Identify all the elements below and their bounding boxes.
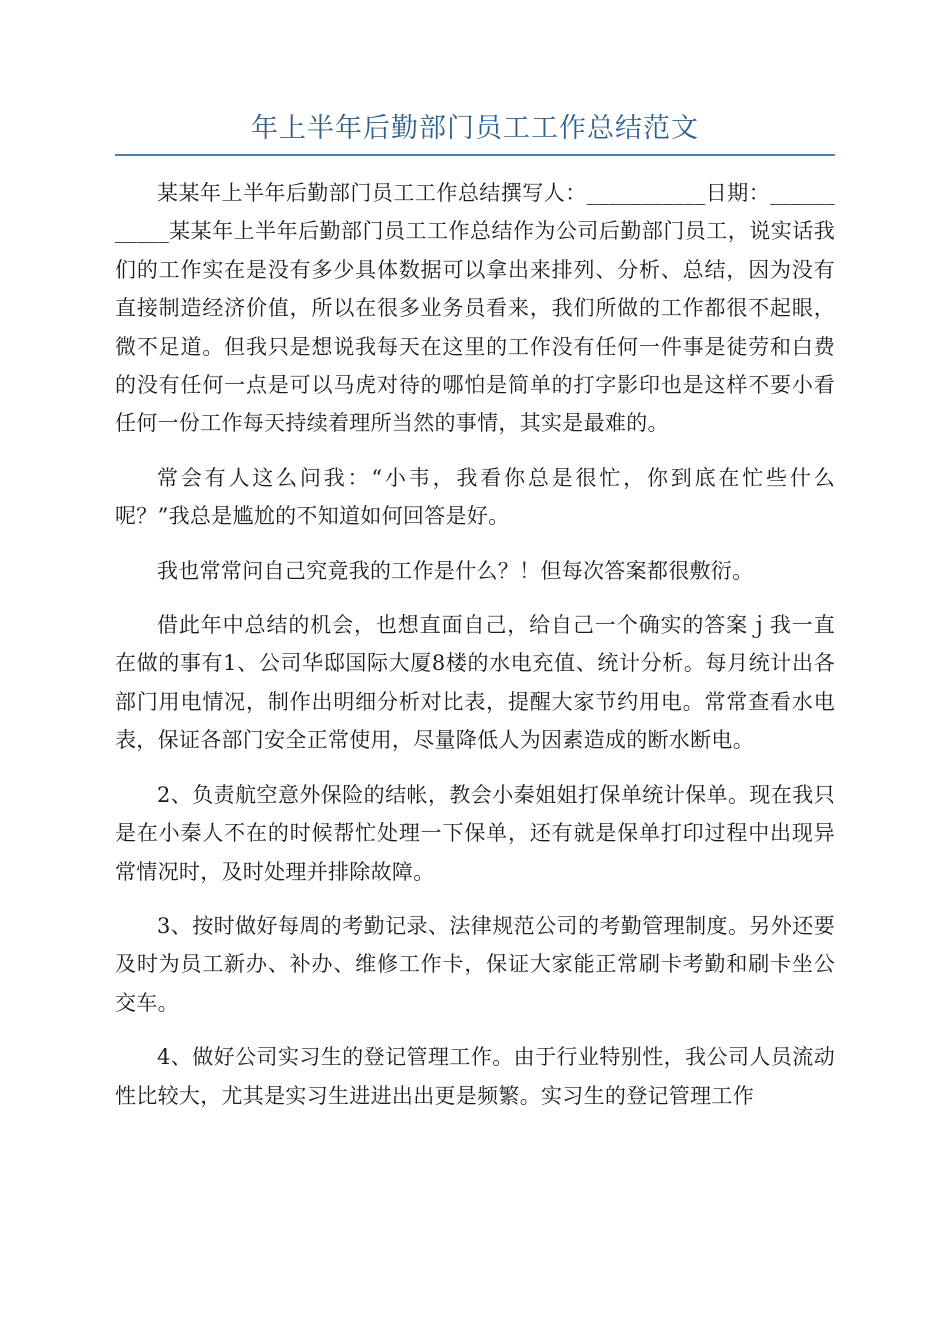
title-underline bbox=[115, 154, 835, 156]
paragraph-item-1: 借此年中总结的机会，也想直面自己，给自己一个确实的答案ｊ我一直在做的事有1、公司华邸国际大厦8楼的水电充值、统计分析。每月统计出各部门用电情况，制作出明细分析对比表，提醒大家节约用电。常常查看水电表，保证各部门安全正常使用，尽量降低人为因素造成的断水断电。 bbox=[115, 613, 835, 753]
document-body bbox=[115, 174, 835, 1131]
document-title: 年上半年后勤部门员工工作总结范文 bbox=[251, 113, 699, 144]
paragraph-self-question: 我也常常问自己究竟我的工作是什么？！但每次答案都很敷衍。 bbox=[157, 558, 754, 583]
paragraph-item-4: 4、做好公司实习生的登记管理工作。由于行业特别性，我公司人员流动性比较大，尤其是实习生进进出出更是频繁。实习生的登记管理工作 bbox=[115, 1045, 835, 1108]
paragraph-item-3: 3、按时做好每周的考勤记录、法律规范公司的考勤管理制度。另外还要及时为员工新办、补办、维修工作卡，保证大家能正常刷卡考勤和刷卡坐公交车。 bbox=[115, 913, 835, 1015]
paragraph-question: 常会有人这么问我：“小韦，我看你总是很忙，你到底在忙些什么呢？”我总是尴尬的不知道如何回答是好。 bbox=[115, 465, 835, 529]
paragraph-item-2: 2、负责航空意外保险的结帐，教会小秦姐姐打保单统计保单。现在我只是在小秦人不在的时候帮忙处理一下保单，还有就是保单打印过程中出现异常情况时，及时处理并排除故障。 bbox=[115, 782, 835, 884]
paragraph-intro: 某某年上半年后勤部门员工工作总结撰写人：___________日期：___________某某年上半年后勤部门员工工作总结作为公司后勤部门员工，说实话我们的工作实在是没有多少具体数据可以拿出来排列、分析、总结，因为没有直接制造经济价值，所以在很多业务员看来，我们所做的工作都很不起眼，微不足道。但我只是想说我每天在这里的工作没有任何一件事是徒劳和白费的没有任何一点是可以马虎对待的哪怕是简单的打字影印也是这样不要小看任何一份工作每天持续着理所当然的事情，其实是最难的。 bbox=[115, 181, 835, 436]
